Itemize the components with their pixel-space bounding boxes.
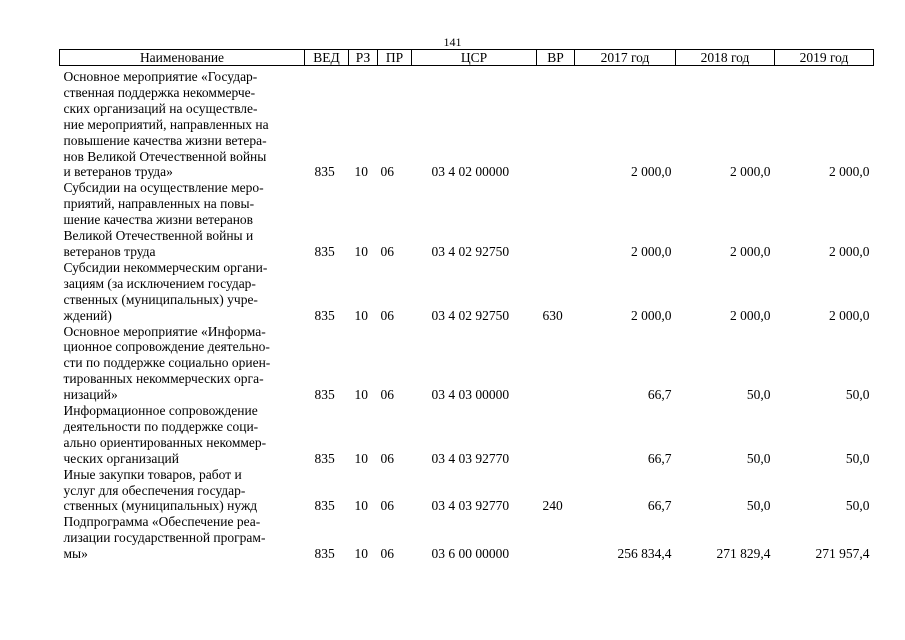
name-line: Великой Отечественной войны и xyxy=(63,228,254,244)
cell-ved: 835 xyxy=(314,387,335,403)
header-rz: РЗ xyxy=(349,50,378,66)
cell-vr: 630 xyxy=(542,307,563,323)
cell-vr xyxy=(537,324,575,404)
header-ved: ВЕД xyxy=(305,50,349,66)
cell-vr: 240 xyxy=(542,498,563,514)
cell-csr: 03 4 02 92750 xyxy=(431,243,510,259)
cell-csr: 03 4 02 92750 xyxy=(431,307,510,323)
cell-2017: 256 834,4 xyxy=(617,546,672,562)
cell-2019: 2 000,0 xyxy=(829,243,870,259)
name-line: ственная поддержка некоммерче- xyxy=(63,84,256,100)
cell-pr: 06 xyxy=(380,307,394,323)
cell-2017: 2 000,0 xyxy=(631,307,672,323)
header-csr: ЦСР xyxy=(412,50,537,66)
cell-name xyxy=(60,66,305,181)
table-row xyxy=(60,180,874,260)
cell-ved: 835 xyxy=(314,546,335,562)
cell-name xyxy=(60,467,305,515)
cell-csr: 03 4 03 00000 xyxy=(431,387,510,403)
cell-ved: 835 xyxy=(314,498,335,514)
page-number: 141 xyxy=(443,35,462,49)
name-line: деятельности по поддержке соци- xyxy=(63,418,259,434)
name-line: услуг для обеспечения государ- xyxy=(63,482,246,498)
name-line: приятий, направленных на повы- xyxy=(63,196,255,212)
cell-ved: 835 xyxy=(314,243,335,259)
table-row xyxy=(60,260,874,324)
cell-name xyxy=(60,180,305,260)
cell-pr: 06 xyxy=(380,498,394,514)
cell-2018: 2 000,0 xyxy=(730,164,771,180)
cell-csr: 03 6 00 00000 xyxy=(431,546,510,562)
name-line: ждений) xyxy=(63,307,112,323)
cell-vr xyxy=(537,66,575,181)
name-line: сти по поддержке социально ориен- xyxy=(63,355,271,371)
cell-2017: 66,7 xyxy=(647,450,672,466)
cell-csr: 03 4 03 92770 xyxy=(431,450,510,466)
name-line: ственных (муниципальных) учре- xyxy=(63,291,258,307)
name-line: Подпрограмма «Обеспечение реа- xyxy=(63,514,261,530)
cell-2019: 2 000,0 xyxy=(829,164,870,180)
name-line: Информационное сопровождение xyxy=(63,403,258,419)
name-line: Субсидии некоммерческим органи- xyxy=(63,259,268,275)
budget-table xyxy=(59,49,874,562)
cell-2018: 2 000,0 xyxy=(730,243,771,259)
name-line: ветеранов труда xyxy=(63,243,156,259)
table-header xyxy=(60,50,874,66)
name-line: ально ориентированных некоммер- xyxy=(63,434,267,450)
cell-pr: 06 xyxy=(380,387,394,403)
cell-vr xyxy=(537,180,575,260)
cell-rz: 10 xyxy=(354,243,368,259)
name-line: мы» xyxy=(63,546,88,562)
name-line: Субсидии на осуществление меро- xyxy=(63,180,264,196)
cell-pr: 06 xyxy=(380,546,394,562)
cell-ved: 835 xyxy=(314,450,335,466)
name-line: низаций» xyxy=(63,387,118,403)
table-row xyxy=(60,403,874,467)
cell-2018: 50,0 xyxy=(746,450,771,466)
name-line: Основное мероприятие «Государ- xyxy=(63,69,258,84)
cell-2017: 66,7 xyxy=(647,387,672,403)
header-2019: 2019 год xyxy=(775,50,874,66)
cell-2018: 271 829,4 xyxy=(716,546,771,562)
cell-pr: 06 xyxy=(380,243,394,259)
name-line: зациям (за исключением государ- xyxy=(63,275,256,291)
header-vr: ВР xyxy=(537,50,575,66)
cell-2018: 50,0 xyxy=(746,387,771,403)
name-line: Основное мероприятие «Информа- xyxy=(63,323,266,339)
cell-name xyxy=(60,324,305,404)
cell-name xyxy=(60,403,305,467)
cell-csr: 03 4 02 00000 xyxy=(431,164,510,180)
header-2018: 2018 год xyxy=(676,50,775,66)
name-line: шение качества жизни ветеранов xyxy=(63,212,254,228)
name-line: ских организаций на осуществле- xyxy=(63,100,258,116)
table-body xyxy=(60,66,874,563)
cell-2019: 2 000,0 xyxy=(829,307,870,323)
cell-rz: 10 xyxy=(354,450,368,466)
cell-2019: 271 957,4 xyxy=(815,546,870,562)
name-line: ционное сопровождение деятельно- xyxy=(63,339,270,355)
cell-rz: 10 xyxy=(354,164,368,180)
cell-vr xyxy=(537,403,575,467)
cell-vr xyxy=(537,514,575,562)
name-line: повышение качества жизни ветера- xyxy=(63,132,267,148)
cell-pr: 06 xyxy=(380,450,394,466)
cell-2018: 50,0 xyxy=(746,498,771,514)
name-line: Иные закупки товаров, работ и xyxy=(63,466,242,482)
name-line: ческих организаций xyxy=(63,450,179,466)
name-line: ние мероприятий, направленных на xyxy=(63,116,269,132)
cell-2019: 50,0 xyxy=(845,387,870,403)
cell-rz: 10 xyxy=(354,387,368,403)
cell-csr: 03 4 03 92770 xyxy=(431,498,510,514)
cell-name xyxy=(60,514,305,562)
header-name: Наименование xyxy=(60,50,305,66)
table-row xyxy=(60,514,874,562)
cell-ved: 835 xyxy=(314,164,335,180)
cell-2019: 50,0 xyxy=(845,498,870,514)
table-row xyxy=(60,324,874,404)
cell-2019: 50,0 xyxy=(845,450,870,466)
cell-2018: 2 000,0 xyxy=(730,307,771,323)
table-row xyxy=(60,66,874,181)
cell-2017: 66,7 xyxy=(647,498,672,514)
name-line: и ветеранов труда» xyxy=(63,164,173,180)
cell-rz: 10 xyxy=(354,546,368,562)
cell-rz: 10 xyxy=(354,498,368,514)
cell-rz: 10 xyxy=(354,307,368,323)
name-line: нов Великой Отечественной войны xyxy=(63,148,267,164)
name-line: ственных (муниципальных) нужд xyxy=(63,498,258,514)
header-2017: 2017 год xyxy=(575,50,676,66)
cell-2017: 2 000,0 xyxy=(631,164,672,180)
cell-pr: 06 xyxy=(380,164,394,180)
cell-2017: 2 000,0 xyxy=(631,243,672,259)
name-line: лизации государственной програм- xyxy=(63,530,266,546)
name-line: тированных некоммерческих орга- xyxy=(63,371,264,387)
header-pr: ПР xyxy=(378,50,412,66)
cell-ved: 835 xyxy=(314,307,335,323)
cell-name xyxy=(60,260,305,324)
table-row xyxy=(60,467,874,515)
